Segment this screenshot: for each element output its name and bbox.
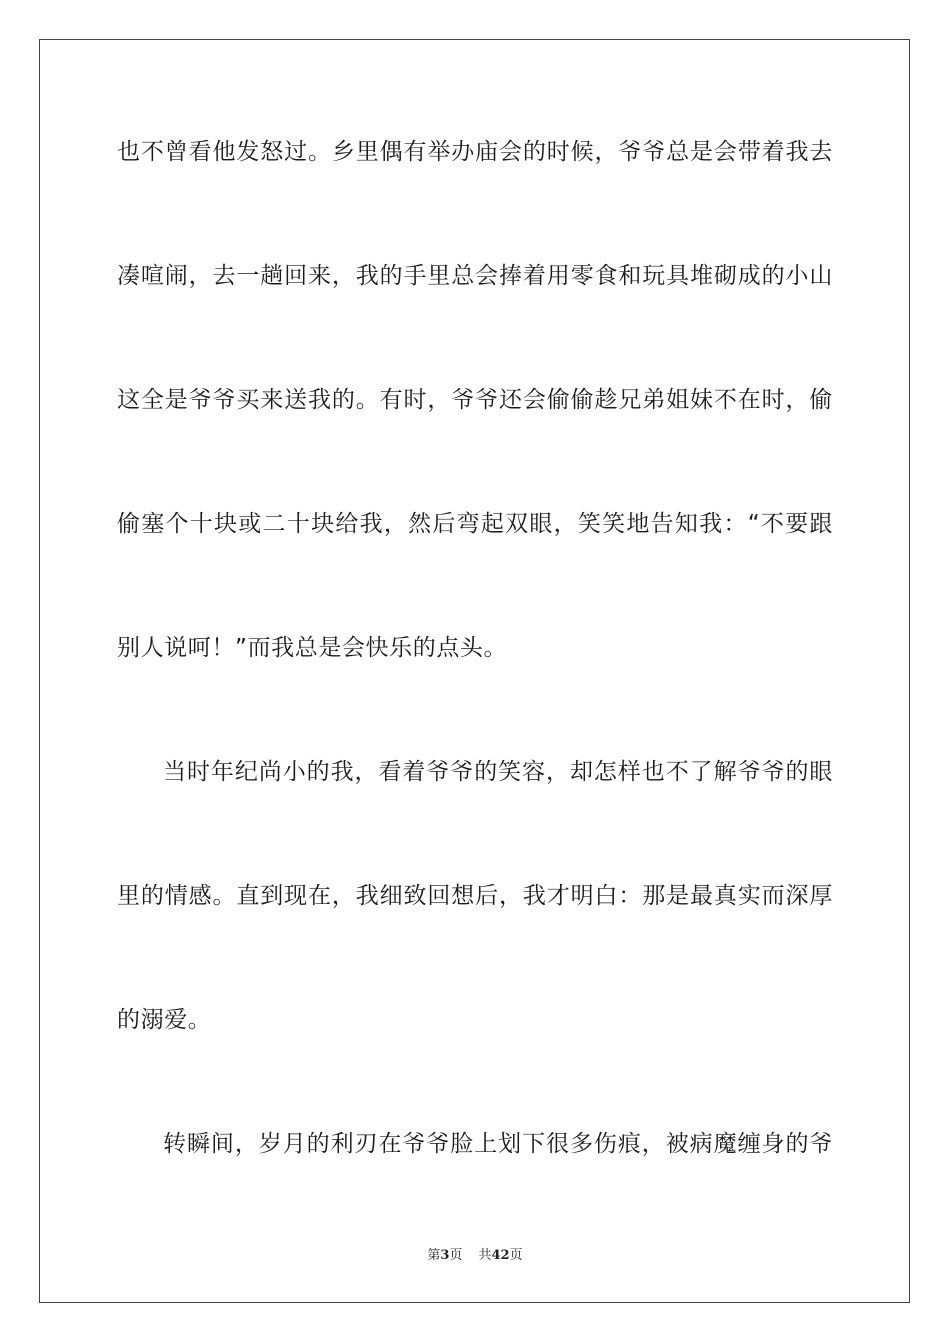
body-text-line: 里的情感。直到现在，我细致回想后，我才明白：那是最真实而深厚 <box>117 883 833 909</box>
current-page-number: 3 <box>440 1248 450 1263</box>
page-frame <box>39 39 910 1303</box>
total-page-count: 42 <box>491 1248 510 1263</box>
total-label-suffix: 页 <box>509 1248 523 1263</box>
page-label-prefix: 第 <box>427 1248 441 1263</box>
page-label-suffix: 页 <box>449 1248 463 1263</box>
body-text-line: 凑喧闹，去一趟回来，我的手里总会捧着用零食和玩具堆砌成的小山 <box>117 263 833 289</box>
body-text-line: 偷塞个十块或二十块给我，然后弯起双眼，笑笑地告知我：“不要跟 <box>117 511 833 537</box>
paragraph-first-line: 当时年纪尚小的我，看着爷爷的笑容，却怎样也不了解爷爷的眼 <box>163 759 833 785</box>
body-text-line: 这全是爷爷买来送我的。有时，爷爷还会偷偷趁兄弟姐妹不在时，偷 <box>117 387 833 413</box>
paragraph-first-line: 转瞬间，岁月的利刃在爷爷脸上划下很多伤痕，被病魔缠身的爷 <box>163 1131 833 1157</box>
page-footer <box>0 1247 950 1265</box>
body-text-line: 别人说呵！”而我总是会快乐的点头。 <box>117 635 508 661</box>
body-text-line: 的溺爱。 <box>117 1007 212 1033</box>
total-label-prefix: 共 <box>478 1248 492 1263</box>
body-text-line: 也不曾看他发怒过。乡里偶有举办庙会的时候，爷爷总是会带着我去 <box>117 139 833 165</box>
